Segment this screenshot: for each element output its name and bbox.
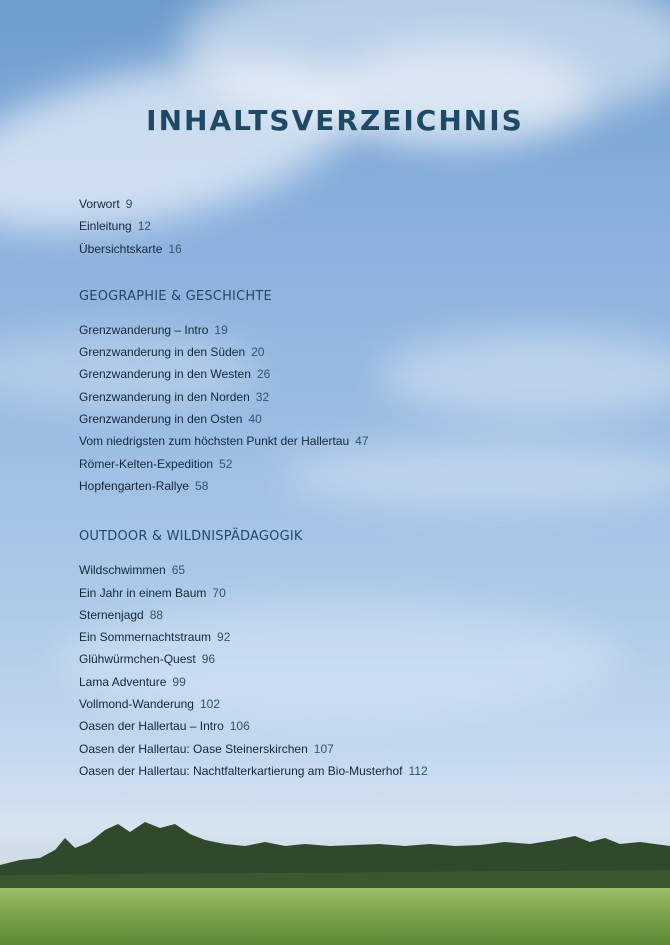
entry-page-number: 58 bbox=[195, 478, 209, 493]
entry-page-number: 12 bbox=[137, 219, 152, 234]
entry-label: Glühwürmchen-Quest bbox=[79, 652, 196, 667]
entry-label: Oasen der Hallertau – Intro bbox=[79, 719, 224, 734]
toc-entry[interactable] bbox=[79, 604, 639, 626]
entry-page-number: 20 bbox=[251, 345, 265, 360]
toc-entry[interactable] bbox=[79, 238, 639, 260]
meadow bbox=[0, 888, 670, 945]
section-heading-outdoor: OUTDOOR & WILDNISPÄDAGOGIK bbox=[79, 529, 303, 545]
toc-entry[interactable] bbox=[79, 475, 639, 497]
entry-page-number: 9 bbox=[125, 197, 133, 211]
toc-entry[interactable] bbox=[79, 693, 639, 715]
entry-label: Grenzwanderung in den Süden bbox=[79, 345, 246, 360]
entry-label: Oasen der Hallertau: Oase Steinerskirchen bbox=[79, 741, 308, 756]
entry-page-number: 32 bbox=[255, 389, 270, 404]
toc-entry[interactable] bbox=[79, 341, 639, 363]
section-heading-geographie: GEOGRAPHIE & GESCHICHTE bbox=[79, 288, 272, 304]
table-of-contents bbox=[79, 193, 639, 782]
entry-label: Vollmond-Wanderung bbox=[79, 697, 194, 712]
entry-page-number: 26 bbox=[256, 367, 271, 382]
entry-page-number: 52 bbox=[219, 456, 233, 471]
toc-entry[interactable] bbox=[79, 386, 639, 408]
page-title: INHALTSVERZEICHNIS bbox=[146, 104, 524, 137]
entry-page-number: 106 bbox=[229, 719, 250, 734]
entry-page-number: 88 bbox=[149, 607, 164, 622]
entry-label: Übersichtskarte bbox=[79, 241, 163, 256]
entry-page-number: 70 bbox=[212, 585, 226, 600]
entry-page-number: 92 bbox=[217, 630, 231, 645]
entry-label: Sternenjagd bbox=[79, 607, 144, 622]
entry-page-number: 40 bbox=[248, 412, 262, 427]
entry-label: Lama Adventure bbox=[79, 674, 167, 689]
entry-label: Ein Jahr in einem Baum bbox=[79, 585, 207, 600]
entry-page-number: 112 bbox=[408, 763, 428, 778]
entry-label: Einleitung bbox=[79, 219, 132, 234]
entry-label: Römer-Kelten-Expedition bbox=[79, 456, 214, 471]
toc-entry[interactable] bbox=[79, 760, 639, 782]
entry-label: Vom niedrigsten zum höchsten Punkt der Hallertau bbox=[79, 434, 350, 449]
toc-entry[interactable] bbox=[79, 430, 639, 452]
entry-label: Hopfengarten-Rallye bbox=[79, 478, 190, 493]
entry-label: Oasen der Hallertau: Nachtfalterkartierung am Bio-Musterhof bbox=[79, 763, 403, 778]
toc-entry[interactable] bbox=[79, 193, 639, 215]
entry-page-number: 99 bbox=[172, 674, 186, 689]
entry-page-number: 96 bbox=[201, 652, 216, 667]
entry-label: Grenzwanderung in den Norden bbox=[79, 389, 250, 404]
entry-page-number: 65 bbox=[171, 563, 186, 578]
entry-label: Grenzwanderung in den Westen bbox=[79, 367, 251, 382]
toc-entry[interactable] bbox=[79, 738, 639, 760]
section-entries-geographie bbox=[79, 319, 639, 497]
entry-page-number: 19 bbox=[214, 322, 228, 337]
entry-page-number: 16 bbox=[168, 241, 182, 256]
toc-entry[interactable] bbox=[79, 671, 639, 693]
toc-entry[interactable] bbox=[79, 582, 639, 604]
entry-label: Grenzwanderung in den Osten bbox=[79, 412, 243, 427]
toc-entry[interactable] bbox=[79, 408, 639, 430]
toc-entry[interactable] bbox=[79, 453, 639, 475]
entry-page-number: 102 bbox=[199, 697, 220, 712]
toc-entry[interactable] bbox=[79, 319, 639, 341]
entry-label: Grenzwanderung – Intro bbox=[79, 322, 209, 337]
toc-entry[interactable] bbox=[79, 215, 639, 237]
intro-entries bbox=[79, 193, 639, 260]
toc-entry[interactable] bbox=[79, 715, 639, 737]
entry-page-number: 47 bbox=[355, 434, 369, 449]
toc-entry[interactable] bbox=[79, 559, 639, 581]
toc-entry[interactable] bbox=[79, 648, 639, 670]
entry-label: Vorwort bbox=[79, 197, 120, 211]
entry-label: Ein Sommernachtstraum bbox=[79, 630, 212, 645]
toc-entry[interactable] bbox=[79, 626, 639, 648]
section-entries-outdoor bbox=[79, 559, 639, 782]
entry-label: Wildschwimmen bbox=[79, 563, 166, 578]
toc-entry[interactable] bbox=[79, 363, 639, 385]
entry-page-number: 107 bbox=[313, 741, 334, 756]
